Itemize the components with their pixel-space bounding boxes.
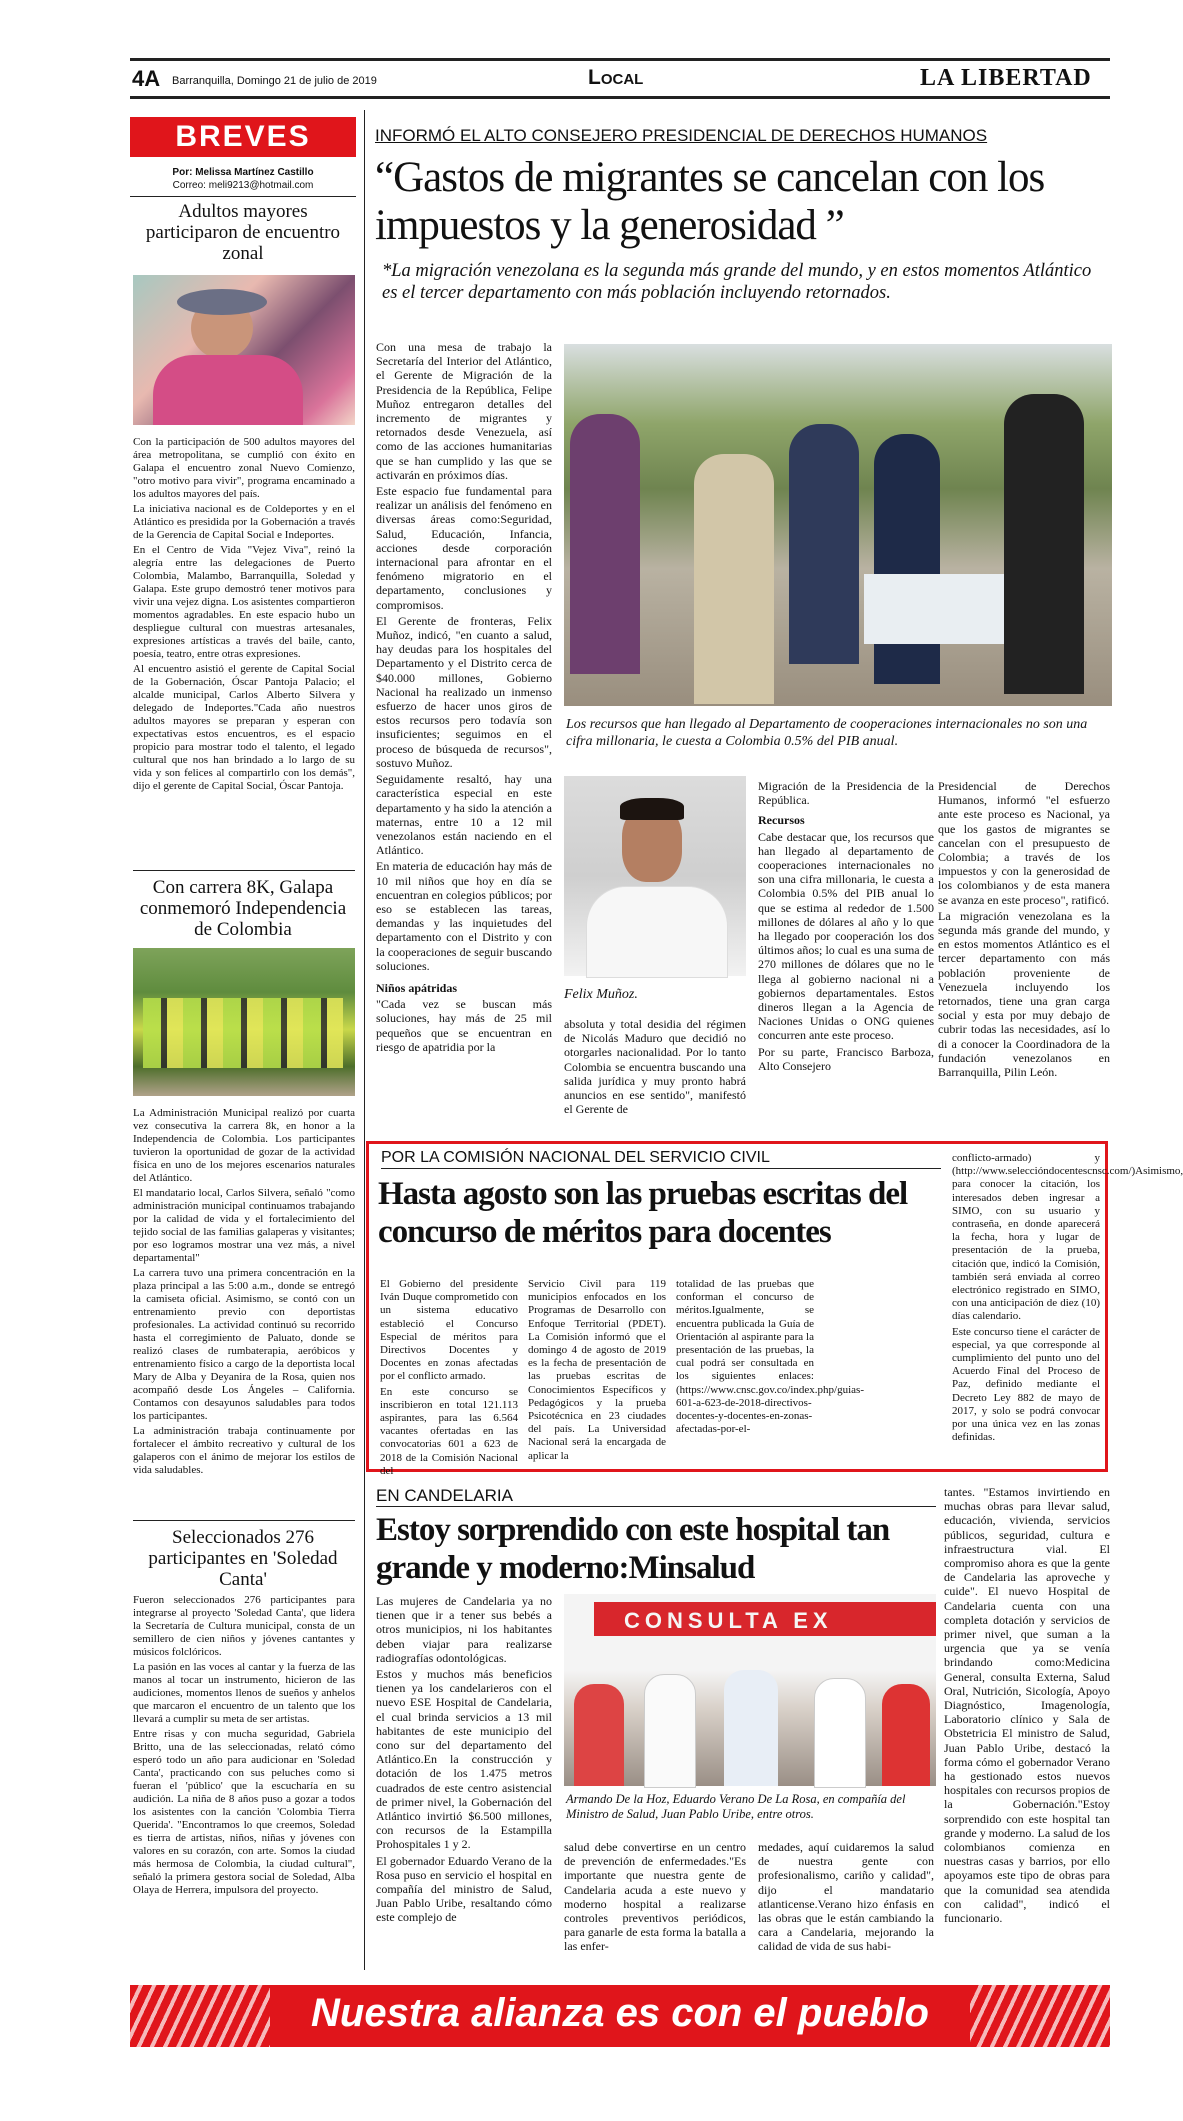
person-figure	[789, 424, 859, 664]
paragraph: Con la participación de 500 adultos mayores del área metropolitana, se cumplió con éxito en Galapa el encuentro zonal Nuevo Comienzo, "otro motivo para vivir", programa encaminado a los adultos mayores del país.	[133, 436, 355, 500]
breve-3-headline: Seleccionados 276 participantes en 'Soledad Canta'	[148, 1527, 338, 1590]
top-rule	[130, 58, 1110, 61]
hair-shape	[620, 798, 684, 820]
person-figure	[814, 1678, 866, 1788]
paragraph: La migración venezolana es la segunda más grande del mundo, y en estos momentos Atlántico es el tercer departamento con más población proveniente de Venezuela incluyendo los retornados, tiene una gran carga social y esta por muy debajo de cubrir todas las necesidades, así lo di a conocer la Coordinadora de la fundación venezolanos en Barranquilla, Pilin León.	[938, 908, 1110, 1080]
paragraph: "Cada vez se buscan más soluciones, hay más de 25 mil pequeños que se encuentran en riesgo de apatridia por la	[376, 997, 552, 1054]
breves-byline: Por: Melissa Martínez Castillo	[172, 167, 314, 178]
paragraph: Estos y muchos más beneficios tienen ya los candelarieros con el nuevo ESE Hospital de Candelaria, el cual brinda servicios a 13 mil habitantes de este municipio del cono sur del departamento del Atlántico.En la construcción y dotación de los 1.475 metros cuadrados de este centro asistencial de primer nivel, la Gobernación del Atlántico invirtió $6.500 millones, con recursos de la Estampilla Prohospitales 1 y 2.	[376, 1667, 552, 1852]
subhead	[376, 981, 552, 995]
paragraph: Servicio Civil para 119 municipios enfocados en los Programas de Desarrollo con Enfoque Territorial (PDET). La Comisión informó que el domingo 4 de agosto de 2019 es la fecha de presentación de las pruebas escritas de Conocimientos Específicos y Pedagógicos y la prueba Psicotécnica en 23 ciudades del país. La Universidad Nacional será la encargada de aplicar la	[528, 1278, 666, 1462]
breve-1-headline: Adultos mayores participaron de encuentro zonal	[145, 201, 341, 264]
box-column-3	[676, 1278, 864, 1466]
paragraph: Con una mesa de trabajo la Secretaría del Interior del Atlántico, el Gerente de Migración de la Presidencia de la República, Felipe Muñoz entregaron detalles del incremento de migrantes y retornados desde Venezuela, así como de las acciones humanitarias que se han cumplido y las que se activarán en próximos días.	[376, 340, 552, 482]
section-name: Local	[588, 66, 644, 89]
header-rule	[130, 96, 1110, 99]
third-column-2	[564, 1840, 746, 1964]
paragraph: El gobernador Eduardo Verano de la Rosa puso en servicio el hospital en compañía del ministro de Salud, Juan Pablo Uribe, resaltando cómo este complejo de	[376, 1853, 552, 1925]
person-figure	[570, 414, 640, 674]
third-column-4	[944, 1485, 1110, 1963]
shirt-shape	[586, 886, 728, 978]
breve-2-photo	[133, 948, 355, 1096]
paragraph: Cabe destacar que, los recursos que han llegado al departamento de cooperaciones internacionales no son una cifra millonaria, le cuesta a Colombia 0.5% del PIB anual lo que se estima al rededor de 1.500 millones de dólares al año y lo que ha llegado por cooperación los dos últimos años; lo cual es una suma de 270 millones de dólares que no le llega al gobierno nacional ni a gobiernos departamentales. Estos dineros llegan a la Agencia de Naciones Unidas o ONG quienes concurren ante este proceso.	[758, 829, 934, 1043]
supplies-table	[864, 574, 1024, 644]
paragraph: La iniciativa nacional es de Coldeportes y en el Atlántico es presidida por la Gobernación a través de la Gerencia de Capital Social e Indeportes.	[133, 503, 355, 541]
paragraph: La carrera tuvo una primera concentración en la plaza principal a las 5:00 a.m., donde se entregó la camiseta oficial. Asimismo, se contó con un entrenamiento previo con deportistas profesionales. La actividad continuó su recorrido hasta el corregimiento de Paluato, donde se realizó clases de rumbaterapia, aeróbicos y entrenamiento físico a cargo de la deportista local Mary de Alba y Deyanira de la Rosa, quien nos acompañó desde Los Ángeles – California. Contamos con desayunos saludables para todos los participantes.	[133, 1267, 355, 1422]
breve-1-body	[133, 436, 355, 850]
subhead-text: Recursos	[758, 813, 805, 828]
paragraph: El Gerente de fronteras, Felix Muñoz, indicó, "en cuanto a salud, hay deudas para los hospitales del Departamento y el Distrito cerca de $40.000 millones, Gobierno Nacional ha realizado un inmenso esfuerzo de hacer unos giros de estos recursos pero todavía son insuficientes; seguimos en el proceso de búsqueda de recursos", sostuvo Muñoz.	[376, 613, 552, 770]
paragraph: La Administración Municipal realizó por cuarta vez consecutiva la carrera 8k, en honor a la Independencia de Colombia. Los participantes tuvieron la oportunidad de gozar de la actividad física en uno de los mejores escenarios naturales del Atlántico.	[133, 1107, 355, 1184]
bottom-banner	[130, 1985, 1110, 2047]
paragraph: medades, aquí cuidaremos la salud de nuestra gente con profesionalismo, cariño y calidad", dijo el mandatario atlanticense.Verano hizo énfasis en las obras que le están cambiando la cara a Candelaria, mejorando la calidad de vida de sus habi-	[758, 1840, 934, 1954]
breve-1-photo	[133, 275, 355, 425]
lead-column-1	[376, 340, 552, 1120]
subhead-text: Niños apátridas	[376, 980, 458, 995]
person-figure	[874, 434, 940, 684]
hospital-photo-caption: Armando De la Hoz, Eduardo Verano De La Rosa, en compañía del Ministro de Salud, Juan Pablo Uribe, entre otros.	[566, 1792, 906, 1821]
box-column-1	[380, 1278, 518, 1477]
paragraph: Entre risas y con mucha seguridad, Gabriela Britto, una de las seleccionadas, relató cómo esperó todo un año para audicionar en 'Soledad Canta', practicando con sus peluches como si fueran el 'público' que la escucharía en su audición. La niña de 8 años puso a gozar a todos los asistentes con la canción 'Colombia Tierra Querida'. "Encontramos lo que creemos, Soledad es tierra de artistas, niños, niñas y jóvenes con valores en su corazón, con arte. Somos la ciudad más hermosa de Colombia, la ciudad cultural", señaló la primera gestora social de Soledad, Alba Olaya de Herrera, impulsora del proyecto.	[133, 1728, 355, 1896]
lead-headline: “Gastos de migrantes se cancelan con los impuestos y la generosidad ”	[375, 154, 1045, 249]
hospital-sign-text: CONSULTA EX	[624, 1608, 833, 1633]
third-kicker-rule	[376, 1506, 936, 1507]
breve-3-body	[133, 1594, 355, 1968]
paragraph: Este espacio fue fundamental para realizar un análisis del fenómeno en diversas áreas como:Seguridad, Salud, Educación, Infancia, acciones desde corporación internacional para afrontar en el fenómeno migratorio en el departamento, conclusiones y compromisos.	[376, 484, 552, 612]
hat-shape	[177, 289, 267, 315]
paragraph: Por su parte, Francisco Barboza, Alto Consejero	[758, 1044, 934, 1073]
paragraph: La administración trabaja continuamente por fortalecer el ámbito recreativo y cultural de los galaperos con el ánimo de mejorar los estilos de vida saludables.	[133, 1425, 355, 1476]
breve-2-body	[133, 1107, 355, 1547]
dateline: Barranquilla, Domingo 21 de julio de 2019	[172, 75, 377, 87]
paper-name: LA LIBERTAD	[920, 65, 1092, 91]
mug-caption: Felix Muñoz.	[564, 987, 638, 1002]
breves-divider	[133, 870, 355, 871]
lead-column-4	[938, 779, 1110, 1139]
lead-column-2	[564, 1017, 746, 1131]
banner-text: Nuestra alianza es con el pueblo	[311, 1991, 929, 2035]
third-column-1	[376, 1594, 552, 1964]
breves-title: BREVES	[130, 117, 356, 157]
breves-divider	[133, 1520, 355, 1521]
person-figure	[694, 454, 774, 704]
lead-deck: *La migración venezolana es la segunda más grande del mundo, y en estos momentos Atlántico es el tercer departamento con más población incluyendo retornados.	[382, 261, 1092, 303]
person-figure	[1004, 394, 1084, 694]
lead-column-3	[758, 779, 934, 1131]
breve-2-headline: Con carrera 8K, Galapa conmemoró Independencia de Colombia	[139, 877, 347, 940]
paragraph: Al encuentro asistió el gerente de Capital Social de la Gobernación, Óscar Pantoja Palacio; el alcalde municipal, Carlos Alberto Silvera y delegado de Indeportes."Cada año nuestros adultos mayores se preparan y esperan con expectativas estos encuentros, es el espacio propicio para mostrar todo el talento, el legado cultural que nos han brindado a lo largo de su vida y son felices al compartirlo con los demás", dijo el gerente de Capital Social, Óscar Pantoja.	[133, 663, 355, 792]
paragraph: Este concurso tiene el carácter de especial, ya que corresponde al cumplimiento del punto uno del Acuerdo Final del Proceso de Paz, definido mediante el Decreto Ley 882 de mayo de 2017, y solo se podrá convocar por una única vez en las zonas definidas.	[952, 1325, 1100, 1444]
dress-shape	[153, 355, 303, 425]
box-column-4	[952, 1152, 1183, 1466]
person-figure	[724, 1670, 778, 1786]
third-column-3	[758, 1840, 934, 1964]
paragraph: En este concurso se inscribieron en total 121.113 aspirantes, para las 6.564 vacantes ofertadas en las convocatorias 601 a 623 de 2018 de la Comisión Nacional del	[380, 1385, 518, 1477]
lead-photo-caption: Los recursos que han llegado al Departamento de cooperaciones internacionales no son una cifra millonaria, le cuesta a Colombia 0.5% del PIB anual.	[566, 717, 1088, 749]
paragraph: Seguidamente resaltó, hay una característica especial en este departamento y ha sido la atención a maternas, entre 10 a 12 mil venezolanos están naciendo en el Atlántico.	[376, 772, 552, 858]
lead-photo	[564, 344, 1112, 706]
subhead	[758, 813, 934, 827]
paragraph: Presidencial de Derechos Humanos, informó "el esfuerzo ante este proceso es Nacional, ya que los gastos de migrantes se cancelan con el presupuesto de Colombia; a través de los impuestos y con la generosidad de los colombianos y de esta manera se avanza en este proceso", ratificó.	[938, 779, 1110, 907]
paragraph: Migración de la Presidencia de la República.	[758, 779, 934, 808]
paragraph: totalidad de las pruebas que conforman el concurso de méritos.Igualmente, se encuentra publicada la Guía de Orientación al aspirante para la presentación de las pruebas, la cual podrá ser consultada en los siguientes enlaces: (https://www.cnsc.gov.co/index.php/guias-601-a-623-de-2018-directivos-docentes-y-docentes-en-zonas-afectadas-por-el-	[676, 1278, 864, 1436]
hospital-photo	[564, 1594, 936, 1786]
third-headline: Estoy sorprendido con este hospital tan grande y moderno:Minsalud	[376, 1512, 890, 1586]
third-kicker: EN CANDELARIA	[376, 1486, 513, 1505]
box-headline: Hasta agosto son las pruebas escritas del concurso de méritos para docentes	[378, 1176, 908, 1250]
breves-email: Correo: meli9213@hotmail.com	[172, 180, 314, 191]
paragraph: En el Centro de Vida "Vejez Viva", reinó la alegría entre las delegaciones de Puerto Colombia, Malambo, Barranquilla, Soledad y Galapa. Este grupo demostró tener motivos para vivir una vejez digna. Los asistentes compartieron momentos agradables. En este espacio hubo un despliegue cultural con muestras artesanales, expresiones artísticas a través del baile, canto, poesía, teatro, entre otras expresiones.	[133, 544, 355, 660]
person-figure	[644, 1674, 696, 1788]
paragraph: Las mujeres de Candelaria ya no tienen que ir a tener sus bebés a otros municipios, ni los habitantes deben viajar para realizarse radiografías odontológicas.	[376, 1594, 552, 1665]
box-kicker: POR LA COMISIÓN NACIONAL DEL SERVICIO CIVIL	[381, 1149, 770, 1166]
box-column-2	[528, 1278, 666, 1466]
paragraph: El Gobierno del presidente Iván Duque comprometido con un sistema educativo estableció el Concurso Especial de méritos para Directivos Docentes y Docentes en zonas afectadas por el conflicto armado.	[380, 1278, 518, 1383]
paragraph: El mandatario local, Carlos Silvera, señaló "como administración municipal continuamos trabajando por la calidad de vida y el fortalecimiento del tejido social de las familias galaperas y visitantes; por eso logramos mostrar una vez más, a nivel departamental"	[133, 1187, 355, 1264]
person-figure	[882, 1684, 930, 1786]
mug-photo	[564, 776, 746, 976]
paragraph: tantes. "Estamos invirtiendo en muchas obras para llevar salud, educación, vivienda, servicios públicos, seguridad, cultura e infraestructura vial. El compromiso ahora es que la gente de Candelaria las aproveche y cuide". El nuevo Hospital de Candelaria cuenta con una completa dotación y servicios de primer nivel, que suman a la urgencia que ya se venía brindando como:Medicina General, consulta Externa, Salud Oral, Nutrición, Sicología, Apoyo Diagnóstico, Imagenología, Laboratorio clínico y Sala de Obstetricia El ministro de Salud, Juan Pablo Uribe, destacó la forma cómo el gobernador Verano ha gestionado estos nuevos hospitales con recursos propios de la Gobernación."Estoy sorprendido con este hospital tan grande y moderno. La salud de los colombianos comienza en nuestras casas y barrios, por ello apoyamos este tipo de obras para que la comunidad sea atendida con calidad", indicó el funcionario.	[944, 1485, 1110, 1926]
paragraph: En materia de educación hay más de 10 mil niños que hoy en día se encuentran en colegios públicos; por eso se establecen las tareas, demandas y las inquietudes del departamento con el Distrito y con la cooperaciones de seguir buscando soluciones.	[376, 859, 552, 973]
person-figure	[574, 1684, 624, 1786]
lead-kicker: INFORMÓ EL ALTO CONSEJERO PRESIDENCIAL DE DERECHOS HUMANOS	[375, 126, 988, 145]
paragraph: Fueron seleccionados 276 participantes para integrarse al proyecto 'Soledad Canta', que lidera la Secretaría de Cultura municipal, consta de un semillero de cien niños y jóvenes cantantes y músicos folclóricos.	[133, 1594, 355, 1658]
paragraph: salud debe convertirse en un centro de prevención de enfermedades."Es importante que nuestra gente de Candelaria acuda a este nuevo y moderno hospital a realizarse controles preventivos periódicos, para ganarle de esta forma la batalla a las enfer-	[564, 1840, 746, 1954]
breves-divider	[130, 196, 356, 197]
paragraph: La pasión en las voces al cantar y la fuerza de las manos al tocar un instrumento, hicieron de las audiciones, momentos llenos de sueños y anhelos que marcaron el encuentro de un talento que los llevará a cumplir su meta de ser artistas.	[133, 1661, 355, 1725]
paragraph: conflicto-armado) y (http://www.seleccióndocentescnsc.com/)Asimismo, para conocer la citación, los interesados deben ingresar a SIMO, con su usuario y contraseña, en donde aparecerá la fecha, hora y lugar de presentación de la prueba, citación que, indicó la Comisión, también será enviada al correo electrónico registrado en SIMO, con una anticipación de diez (10) días calendario.	[952, 1152, 1183, 1323]
runners-group	[143, 998, 343, 1068]
box-kicker-rule	[381, 1168, 941, 1169]
column-divider	[364, 110, 365, 1970]
page-number: 4A	[132, 66, 161, 91]
paragraph: absoluta y total desidia del régimen de Nicolás Maduro que decidió no otorgarles nacionalidad. Por lo tanto Colombia se encuentra buscando una salida jurídica y muy pronto habrá anuncios en ese sentido", manifestó el Gerente de	[564, 1017, 746, 1117]
